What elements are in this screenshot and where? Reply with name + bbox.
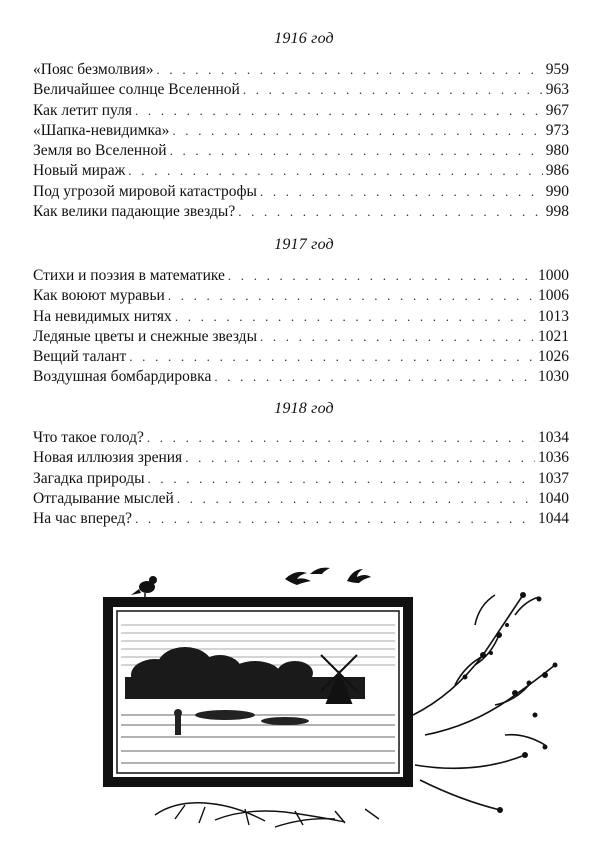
leader-dots: [147, 428, 535, 448]
toc-entry-title: Как летит пуля: [33, 101, 132, 119]
toc-entry-title: Отгадывание мыслей: [33, 489, 174, 507]
toc-entry[interactable]: [33, 469, 569, 489]
toc-entry-page: 1000: [538, 267, 569, 284]
leader-dots: [175, 307, 535, 327]
leader-dots: [168, 286, 535, 306]
toc-entry[interactable]: [33, 428, 569, 448]
toc-entry[interactable]: [33, 60, 569, 80]
toc-entry-page: 986: [545, 162, 569, 180]
toc-entry[interactable]: [33, 141, 569, 161]
toc-entry-title: «Шапка-невидимка»: [33, 121, 170, 139]
toc-entry[interactable]: [33, 101, 569, 121]
leader-dots: [135, 101, 543, 121]
toc-entry[interactable]: [33, 80, 569, 100]
toc-entry[interactable]: [33, 367, 569, 387]
toc-entry-title: Ледяные цветы и снежные звезды: [33, 327, 257, 345]
toc-entry-page: 959: [545, 61, 569, 78]
toc-entry-title: Земля во Вселенной: [33, 142, 167, 160]
toc-entry-page: 1040: [538, 489, 569, 507]
leader-dots: [243, 80, 543, 100]
toc-list-1918: [33, 428, 569, 529]
toc-entry[interactable]: [33, 489, 569, 509]
toc-entry-page: 973: [545, 121, 569, 139]
toc-entry-page: 1034: [538, 429, 569, 446]
leader-dots: [157, 60, 543, 80]
section-heading-1916: 1916 год: [274, 30, 334, 47]
branches-decoration-icon: [413, 595, 555, 810]
leader-dots: [260, 327, 535, 347]
toc-entry-title: Величайшее солнце Вселенной: [33, 81, 240, 99]
toc-entry-title: Новая иллюзия зрения: [33, 449, 183, 467]
leader-dots: [260, 182, 543, 202]
toc-entry[interactable]: [33, 121, 569, 141]
section-heading-1917: 1917 год: [274, 236, 334, 253]
toc-entry-page: 967: [545, 101, 569, 119]
toc-entry-page: 1021: [538, 327, 569, 345]
toc-entry[interactable]: [33, 266, 569, 286]
grass-decoration-icon: [155, 803, 379, 827]
toc-entry-page: 980: [545, 142, 569, 160]
toc-entry-page: 1026: [538, 348, 569, 366]
toc-entry-page: 1036: [538, 449, 569, 467]
toc-entry-title: Как велики падающие звезды?: [33, 203, 236, 221]
toc-entry-title: Новый мираж: [33, 162, 126, 180]
toc-entry[interactable]: [33, 202, 569, 222]
leader-dots: [148, 469, 535, 489]
toc-entry-title: Воздушная бомбардировка: [33, 368, 212, 386]
toc-entry[interactable]: [33, 448, 569, 468]
toc-entry-page: 1037: [538, 469, 569, 487]
toc-entry-page: 1044: [538, 510, 569, 528]
engraving-vignette-illustration: [95, 565, 575, 835]
toc-entry-title: Загадка природы: [33, 469, 145, 487]
toc-entry-page: 998: [545, 203, 569, 221]
toc-entry-title: Как воюют муравьи: [33, 287, 165, 305]
toc-entry-title: Вещий талант: [33, 348, 127, 366]
leader-dots: [177, 489, 535, 509]
toc-entry-page: 990: [545, 182, 569, 200]
toc-entry-page: 1013: [538, 307, 569, 325]
perched-bird-icon: [131, 576, 157, 598]
leader-dots: [170, 141, 543, 161]
toc-list-1917: [33, 266, 569, 388]
toc-entry-title: Под угрозой мировой катастрофы: [33, 182, 257, 200]
leader-dots: [185, 448, 535, 468]
toc-entry-title: Стихи и поэзия в математике: [33, 267, 225, 284]
toc-entry-title: «Пояс безмолвия»: [33, 61, 154, 78]
toc-entry[interactable]: [33, 161, 569, 181]
leader-dots: [129, 347, 535, 367]
leader-dots: [135, 509, 535, 529]
toc-entry[interactable]: [33, 347, 569, 367]
section-heading-1918: 1918 год: [274, 400, 334, 417]
flying-birds-icon: [285, 568, 371, 585]
leader-dots: [238, 202, 543, 222]
toc-entry-title: На невидимых нитях: [33, 307, 172, 325]
leader-dots: [214, 367, 535, 387]
toc-entry-title: Что такое голод?: [33, 429, 144, 446]
toc-entry[interactable]: [33, 307, 569, 327]
toc-list-1916: [33, 60, 569, 222]
toc-entry[interactable]: [33, 509, 569, 529]
toc-entry-title: На час вперед?: [33, 510, 133, 528]
toc-entry[interactable]: [33, 327, 569, 347]
toc-entry[interactable]: [33, 286, 569, 306]
leader-dots: [172, 121, 542, 141]
leader-dots: [228, 266, 535, 286]
toc-entry-page: 963: [545, 81, 569, 99]
leader-dots: [128, 161, 542, 181]
toc-entry-page: 1006: [538, 287, 569, 305]
buds-decoration-icon: [463, 592, 558, 813]
toc-entry[interactable]: [33, 182, 569, 202]
toc-entry-page: 1030: [538, 368, 569, 386]
